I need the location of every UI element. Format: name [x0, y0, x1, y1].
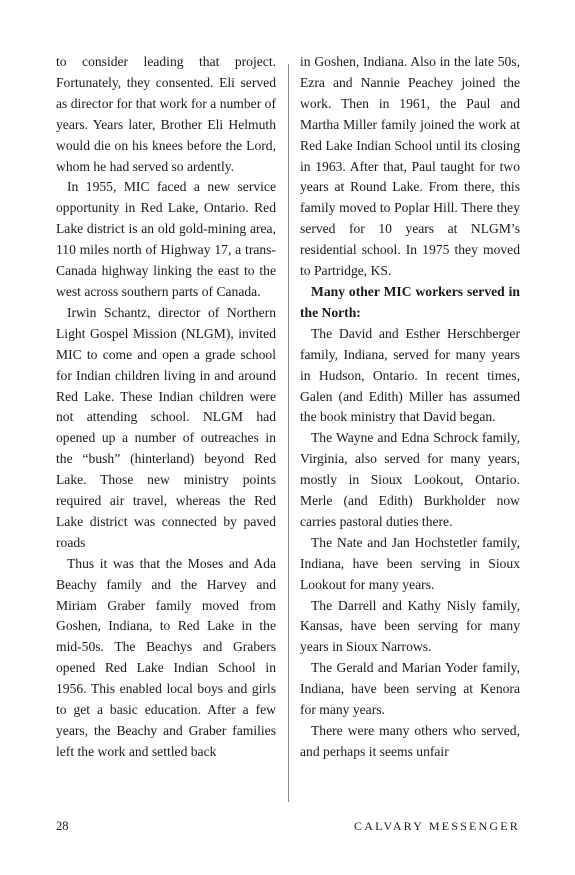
publication-title: CALVARY MESSENGER: [354, 819, 520, 833]
paragraph-yoder: The Gerald and Marian Yoder family, Indiana, have been serving at Kenora for many years.: [300, 660, 520, 718]
left-column: [56, 52, 276, 763]
paragraph-nlgm-invitation: Irwin Schantz, director of Northern Light Gospel Mission (NLGM), invited MIC to come and open a grade school for Indian children living in and around Red Lake. These Indian children were not attending school. NLGM had opened up a number of outreaches in the “bush” (hinterland) beyond Red Lake. Those new ministry points required air travel, whereas the Red Lake district was connected by paved roads: [56, 304, 276, 550]
column-divider: [288, 64, 289, 802]
page-number: 28: [56, 819, 69, 833]
paragraph-goshen-miller: in Goshen, Indiana. Also in the late 50s, Ezra and Nannie Peachey joined the work. Then in 1961, the Paul and Martha Miller family joined the work at Red Lake Indian School until its closing in 1963. After that, Paul taught for two years at Round Lake. From there, this family moved to Poplar Hill. There they served for 10 years at NLGM’s residential school. In 1975 they moved to Partridge, KS.: [300, 54, 520, 279]
paragraph-herschberger: The David and Esther Herschberger family, Indiana, served for many years in Hudson, Ontario. In recent times, Galen (and Edith) Miller has assumed the book ministry that David began.: [300, 325, 520, 425]
section-subheading: Many other MIC workers served in the North:: [300, 283, 520, 320]
paragraph-red-lake-opportunity: In 1955, MIC faced a new service opportunity in Red Lake, Ontario. Red Lake district is an old gold-mining area, 110 miles north of Highway 17, a trans-Canada highway linking the east to the west across southern parts of Canada.: [56, 179, 276, 299]
paragraph-beachy-graber: Thus it was that the Moses and Ada Beachy family and the Harvey and Miriam Graber family moved from Goshen, Indiana, to Red Lake in the mid-50s. The Beachys and Grabers opened Red Lake Indian School in 1956. This enabled local boys and girls to get a basic education. After a few years, the Beachy and Graber families left the work and settled back: [56, 555, 276, 759]
right-column: [300, 52, 520, 763]
paragraph-nisly: The Darrell and Kathy Nisly family, Kansas, have been serving for many years in Sioux Narrows.: [300, 597, 520, 655]
paragraph-hochstetler: The Nate and Jan Hochstetler family, Indiana, have been serving in Sioux Lookout for many years.: [300, 534, 520, 592]
paragraph-schrock: The Wayne and Edna Schrock family, Virginia, also served for many years, mostly in Sioux Lookout, Ontario. Merle (and Edith) Burkholder now carries pastoral duties there.: [300, 430, 520, 529]
paragraph-eli-helmuth: to consider leading that project. Fortunately, they consented. Eli served as director for that work for a number of years. Years later, Brother Eli Helmuth would die on his knees before the Lord, whom he had served so ardently.: [56, 54, 276, 174]
paragraph-many-others: There were many others who served, and perhaps it seems unfair: [300, 723, 520, 759]
